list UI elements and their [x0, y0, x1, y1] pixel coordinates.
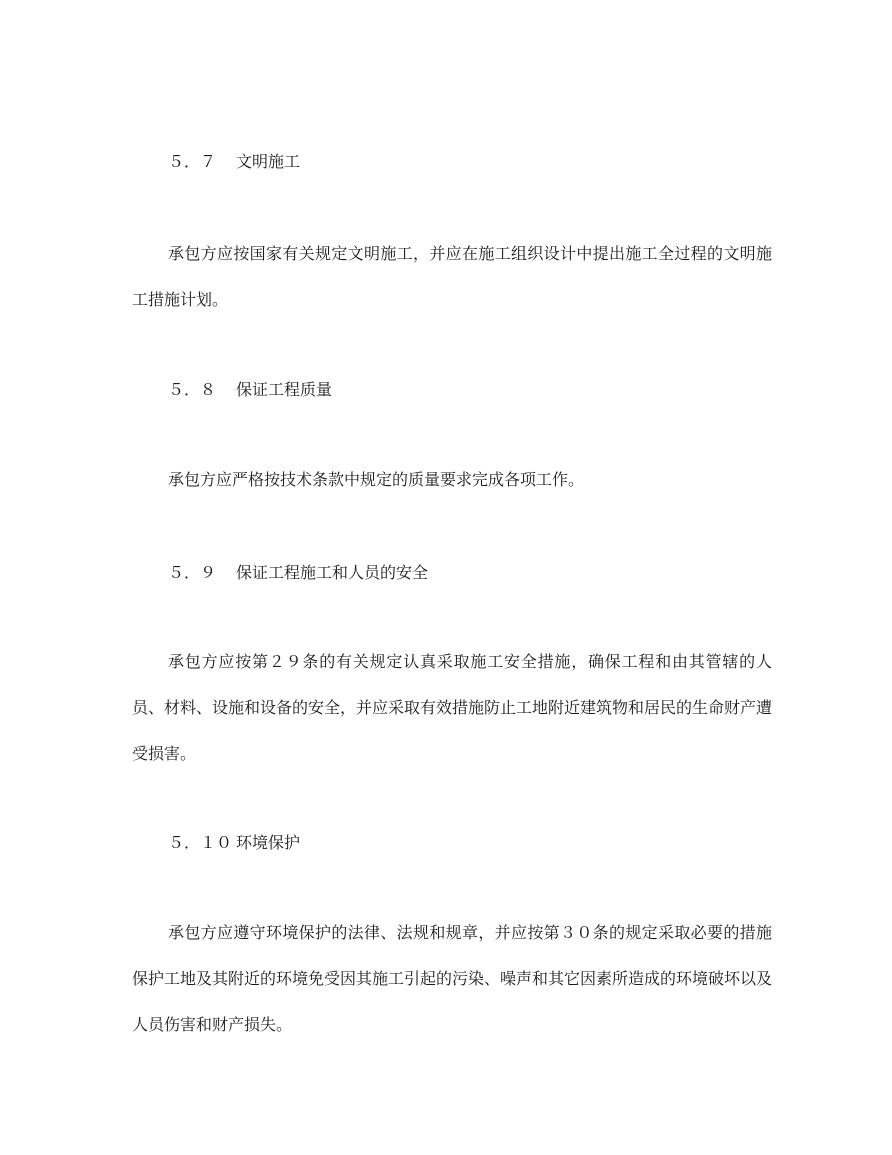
- section-heading-5-9: [168, 563, 428, 583]
- section-body-5-7: 承包方应按国家有关规定文明施工，并应在施工组织设计中提出施工全过程的文明施工措施计划。: [132, 244, 772, 309]
- section-number: ５．１０: [168, 833, 233, 852]
- section-title: 保证工程施工和人员的安全: [236, 563, 429, 582]
- section-body-5-10: 承包方应遵守环境保护的法律、法规和规章，并应按第３０条的规定采取必要的措施保护工地及其附近的环境免受因其施工引起的污染、噪声和其它因素所造成的环境破坏以及人员伤害和财产损失。: [132, 923, 773, 1034]
- section-number: ５．８: [168, 380, 217, 399]
- section-heading-5-8: [168, 380, 332, 400]
- section-title: 环境保护: [236, 833, 301, 852]
- section-body-5-9: 承包方应按第２９条的有关规定认真采取施工安全措施，确保工程和由其管辖的人员、材料、设施和设备的安全，并应采取有效措施防止工地附近建筑物和居民的生命财产遭受损害。: [132, 652, 773, 763]
- section-heading-5-10: [168, 833, 300, 853]
- section-heading-5-7: [168, 152, 300, 172]
- section-number: ５．７: [168, 152, 217, 171]
- section-number: ５．９: [168, 563, 217, 582]
- section-title: 保证工程质量: [236, 380, 333, 399]
- section-body-5-8: 承包方应严格按技术条款中规定的质量要求完成各项工作。: [168, 470, 585, 489]
- section-title: 文明施工: [236, 152, 301, 171]
